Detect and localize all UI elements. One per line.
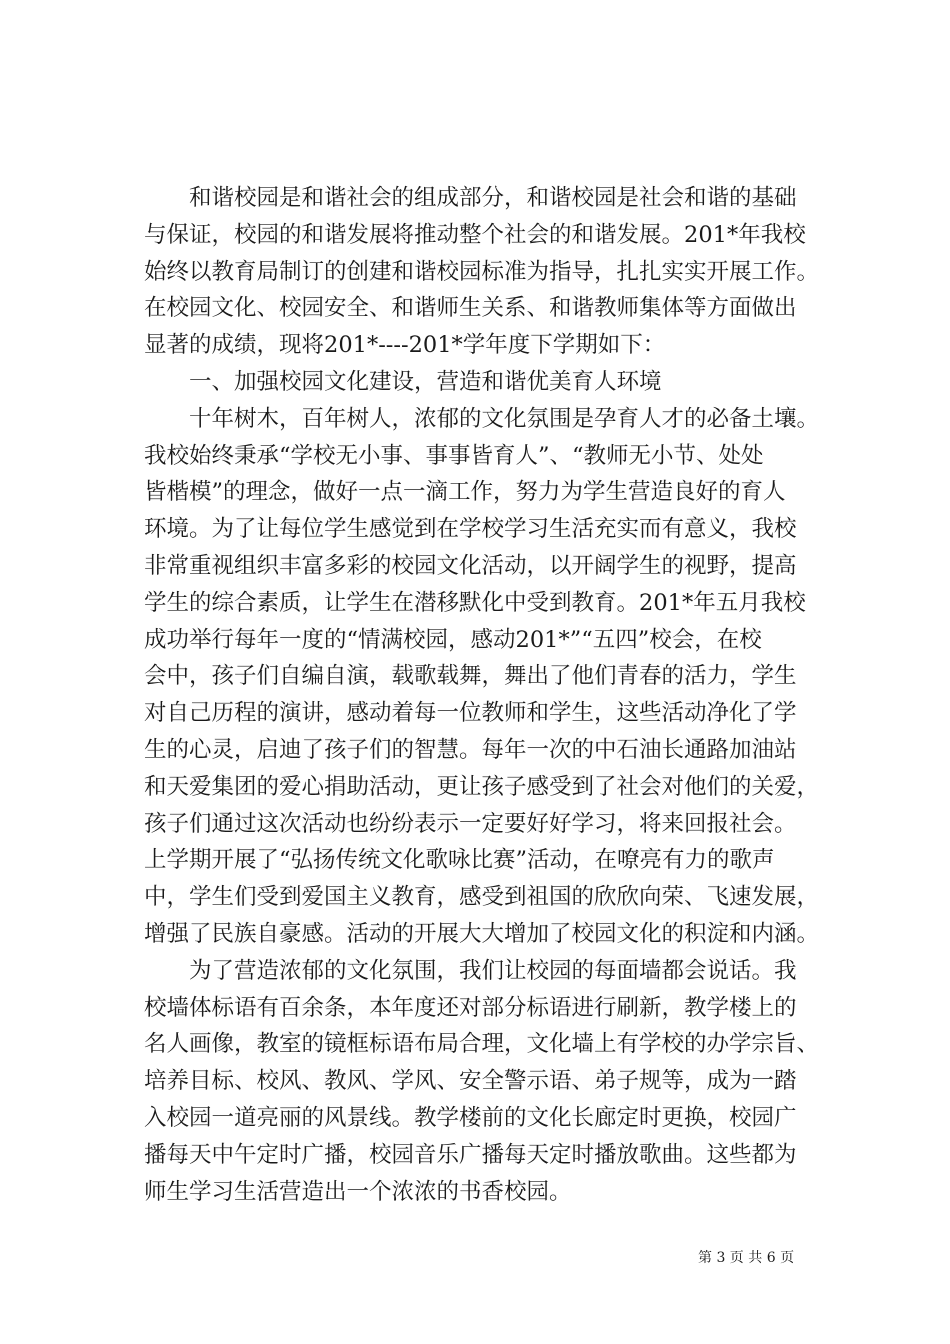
- paragraph-line: 增强了民族自豪感。活动的开展大大增加了校园文化的积淀和内涵。: [144, 920, 820, 947]
- document-body: [144, 180, 824, 1210]
- paragraph-line: 孩子们通过这次活动也纷纷表示一定要好好学习，将来回报社会。: [144, 810, 797, 837]
- paragraph-line: 非常重视组织丰富多彩的校园文化活动，以开阔学生的视野，提高: [144, 552, 797, 579]
- paragraph-line: 皆楷模”的理念，做好一点一滴工作，努力为学生营造良好的育人: [144, 479, 786, 506]
- paragraph-line: 和谐校园是和谐社会的组成部分，和谐校园是社会和谐的基础: [189, 185, 797, 211]
- paragraph-line: 师生学习生活营造出一个浓浓的书香校园。: [144, 1178, 572, 1205]
- paragraph-line: 播每天中午定时广播，校园音乐广播每天定时播放歌曲。这些都为: [144, 1141, 797, 1168]
- paragraph-line: 环境。为了让每位学生感觉到在学校学习生活充实而有意义，我校: [144, 516, 797, 543]
- paragraph-line: 学生的综合素质，让学生在潜移默化中受到教育。201*年五月我校: [144, 589, 806, 616]
- page-number-footer: 第 3 页 共 6 页: [698, 1250, 795, 1266]
- paragraph-line: 对自己历程的演讲，感动着每一位教师和学生，这些活动净化了学: [144, 700, 797, 727]
- paragraph-line: 为了营造浓郁的文化氛围，我们让校园的每面墙都会说话。我: [189, 957, 797, 984]
- paragraph-line: 会中，孩子们自编自演，载歌载舞，舞出了他们青春的活力，学生: [144, 663, 797, 690]
- paragraph-line: 上学期开展了“弘扬传统文化歌咏比赛”活动，在嘹亮有力的歌声: [144, 847, 775, 874]
- paragraph-line: 生的心灵，启迪了孩子们的智慧。每年一次的中石油长通路加油站: [144, 736, 797, 763]
- paragraph-line: 十年树木，百年树人，浓郁的文化氛围是孕育人才的必备土壤。: [189, 405, 820, 432]
- paragraph-line: 校墙体标语有百余条，本年度还对部分标语进行刷新，教学楼上的: [144, 994, 797, 1021]
- paragraph-line: 成功举行每年一度的“情满校园，感动201*”“五四”校会，在校: [144, 626, 762, 653]
- paragraph-line: 培养目标、校风、教风、学风、安全警示语、弟子规等，成为一踏: [144, 1068, 797, 1095]
- paragraph-line: 和天爱集团的爱心捐助活动，更让孩子感受到了社会对他们的关爱，: [144, 773, 820, 800]
- section-heading: 一、加强校园文化建设，营造和谐优美育人环境: [189, 368, 662, 395]
- paragraph-line: 始终以教育局制订的创建和谐校园标准为指导，扎扎实实开展工作。: [144, 258, 820, 285]
- paragraph-line: 中，学生们受到爱国主义教育，感受到祖国的欣欣向荣、飞速发展，: [144, 884, 820, 911]
- paragraph-line: 在校园文化、校园安全、和谐师生关系、和谐教师集体等方面做出: [144, 295, 797, 322]
- paragraph-line: 显著的成绩，现将201*----201*学年度下学期如下：: [144, 332, 666, 359]
- paragraph-line: 入校园一道亮丽的风景线。教学楼前的文化长廊定时更换，校园广: [144, 1104, 797, 1131]
- paragraph-line: 与保证，校园的和谐发展将推动整个社会的和谐发展。201*年我校: [144, 221, 806, 248]
- paragraph-line: 我校始终秉承“学校无小事、事事皆育人”、“教师无小节、处处: [144, 442, 764, 469]
- paragraph-line: 名人画像，教室的镜框标语布局合理，文化墙上有学校的办学宗旨、: [144, 1031, 820, 1058]
